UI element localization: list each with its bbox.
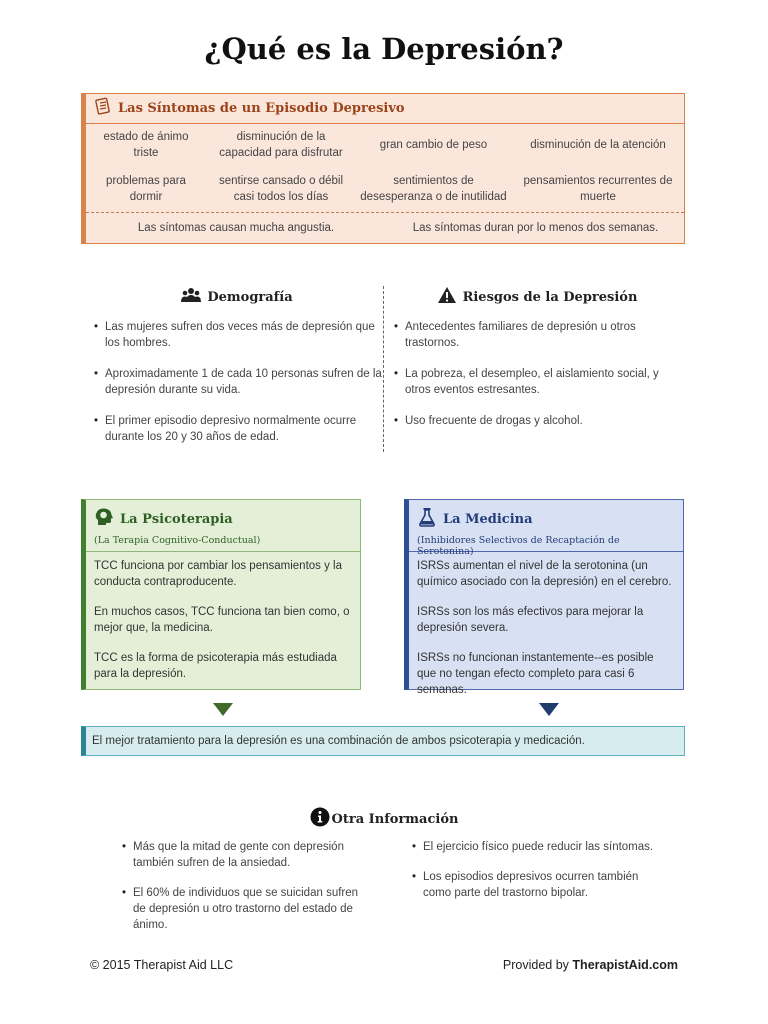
list-item: • El 60% de individuos que se suicidan sufren de depresión u otro trastorno del estado de ánimo. — [121, 885, 371, 933]
symptom-item: estado de ánimo triste — [103, 131, 189, 159]
paragraph: TCC funciona por cambiar los pensamientos y la conducta contraproducente. — [94, 560, 343, 588]
list-item: • Antecedentes familiares de depresión u otros trastornos. — [392, 319, 682, 351]
best-treatment-banner: El mejor tratamiento para la depresión es una combinación de ambos psicoterapia y medicación. — [81, 726, 685, 756]
symptoms-grid — [86, 124, 684, 168]
other-info-header — [0, 807, 768, 831]
provided-by — [503, 958, 678, 972]
column-divider — [383, 286, 384, 452]
other-info-left — [121, 839, 371, 947]
paragraph: En muchos casos, TCC funciona tan bien como, o mejor que, la medicina. — [94, 606, 350, 634]
symptom-item: sentirse cansado o débil casi todos los días — [218, 175, 344, 203]
demographics-list — [92, 319, 382, 445]
symptom-item: disminución de la capacidad para disfrutar — [219, 131, 343, 159]
head-brain-icon — [94, 507, 120, 531]
symptom-item: gran cambio de peso — [379, 139, 488, 152]
list-item: • Más que la mitad de gente con depresión también sufren de la ansiedad. — [121, 839, 371, 871]
list-item: • Uso frecuente de drogas y alcohol. — [392, 413, 682, 429]
symptom-note: Las síntomas duran por lo menos dos semanas. — [412, 222, 659, 234]
symptoms-header — [86, 94, 684, 124]
provided-by-label: Provided by — [502, 958, 569, 972]
paragraph: ISRSs no funcionan instantemente--es posible que no tengan efecto completo para casi 6 semanas. — [417, 652, 654, 696]
medicine-subheading: (Inhibidores Selectivos de Recaptación de Serotonina) — [417, 535, 620, 557]
psychotherapy-heading: La Psicoterapia — [120, 511, 233, 527]
list-item: • El ejercicio físico puede reducir las síntomas. — [411, 839, 661, 855]
symptoms-box — [81, 93, 685, 244]
medicine-heading: La Medicina — [443, 511, 533, 527]
symptom-item: disminución de la atención — [530, 139, 666, 152]
list-item: • La pobreza, el desempleo, el aislamiento social, y otros eventos estresantes. — [392, 366, 682, 398]
psychotherapy-subheading: (La Terapia Cognitivo-Conductual) — [94, 535, 261, 546]
psychotherapy-box — [81, 499, 361, 690]
list-item: • Los episodios depresivos ocurren también como parte del trastorno bipolar. — [411, 869, 661, 901]
page-title: ¿Qué es la Depresión? — [204, 32, 564, 66]
flask-icon — [417, 507, 443, 531]
people-icon — [181, 287, 207, 307]
symptom-item: sentimientos de desesperanza o de inutilidad — [360, 175, 507, 203]
other-info-heading: Otra Información — [331, 811, 459, 827]
medicine-box — [404, 499, 684, 696]
paragraph: ISRSs son los más efectivos para mejorar la depresión severa. — [417, 606, 644, 634]
brand-link[interactable]: TherapistAid.com — [572, 958, 678, 972]
arrow-down-icon — [213, 703, 233, 716]
symptom-item: problemas para dormir — [106, 175, 186, 203]
arrow-down-icon — [539, 703, 559, 716]
risks-heading: Riesgos de la Depresión — [462, 289, 638, 305]
warning-icon — [437, 286, 463, 308]
paragraph: TCC es la forma de psicoterapia más estudiada para la depresión. — [94, 652, 337, 680]
paragraph: ISRSs aumentan el nivel de la serotonina (un químico asociado con la depresión) en el cerebro. — [417, 560, 672, 588]
notepad-icon — [94, 97, 112, 120]
symptom-note: Las síntomas causan mucha angustia. — [137, 222, 335, 234]
copyright: © 2015 Therapist Aid LLC — [90, 958, 234, 972]
demographics-heading: Demografía — [207, 289, 293, 305]
list-item: • El primer episodio depresivo normalmente ocurre durante los 20 y 30 años de edad. — [92, 413, 382, 445]
risks-list — [392, 319, 682, 429]
list-item: • Aproximadamente 1 de cada 10 personas sufren de la depresión durante su vida. — [92, 366, 382, 398]
risks-section — [392, 287, 682, 444]
list-item: • Las mujeres sufren dos veces más de depresión que los hombres. — [92, 319, 382, 351]
symptom-item: pensamientos recurrentes de muerte — [523, 175, 673, 203]
symptoms-footer — [86, 213, 684, 243]
other-info-right — [411, 839, 661, 915]
symptoms-grid-row2 — [86, 168, 684, 213]
info-icon — [310, 807, 332, 831]
symptoms-heading: Las Síntomas de un Episodio Depresivo — [118, 101, 405, 116]
demographics-section — [92, 287, 382, 460]
